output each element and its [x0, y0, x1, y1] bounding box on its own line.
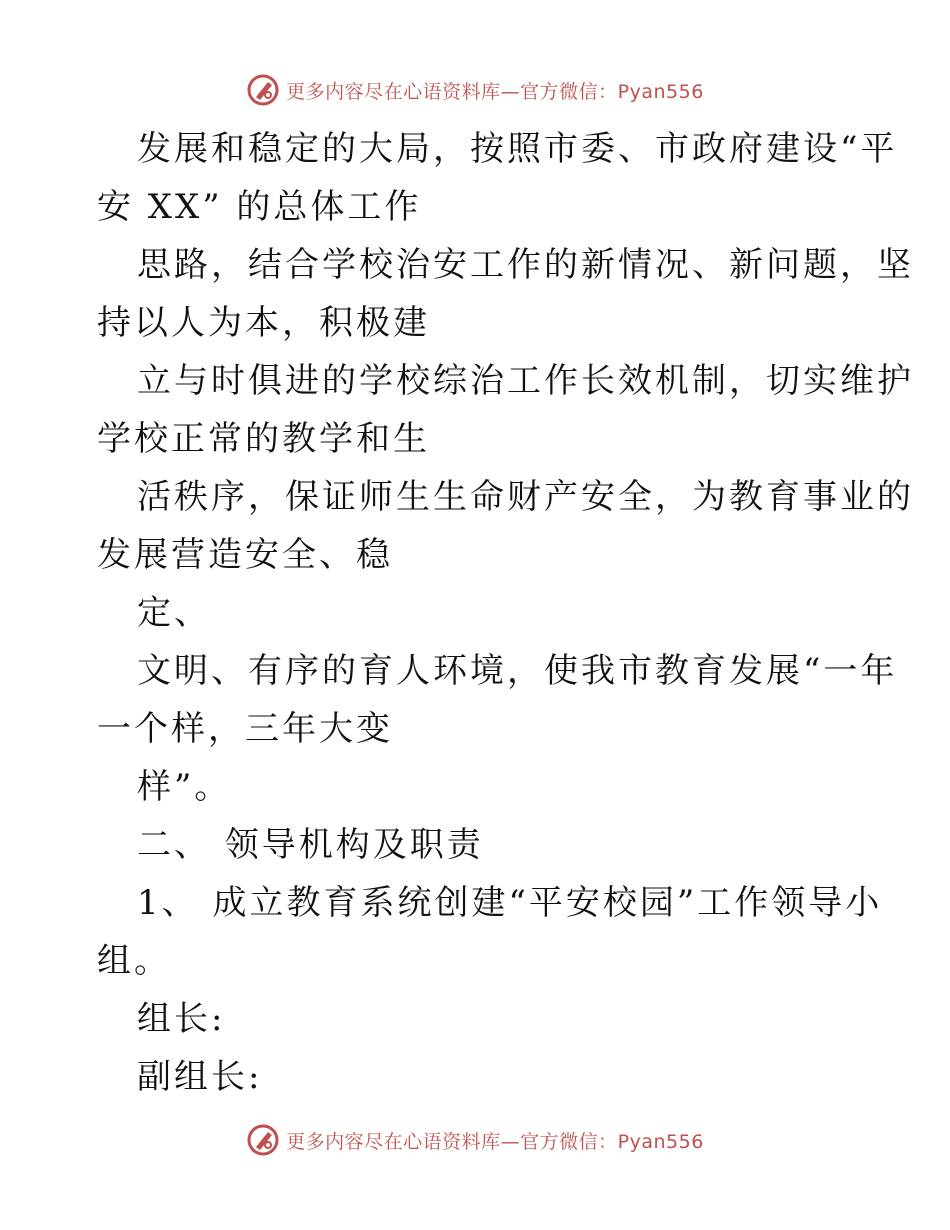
list-item: 1、 成立教育系统创建“平安校园”工作领导小	[137, 883, 883, 923]
body-line: 发展营造安全、稳	[97, 535, 393, 575]
footer-watermark	[0, 1120, 950, 1160]
body-line: 活秩序，保证师生生命财产安全，为教育事业的	[137, 477, 914, 517]
leader-label: 组长:	[137, 999, 226, 1039]
body-line: 文明、有序的育人环境，使我市教育发展“一年	[137, 651, 898, 691]
body-line: 安 XX” 的总体工作	[97, 187, 422, 227]
watermark-text: 更多内容尽在心语资料库—官方微信：Pyan556	[286, 80, 704, 103]
pen-seal-logo-icon	[246, 73, 280, 107]
body-line: 样”。	[137, 767, 232, 807]
body-line: 学校正常的教学和生	[97, 419, 430, 459]
body-line: 组。	[97, 941, 171, 981]
header-watermark	[0, 70, 950, 110]
body-line: 立与时俱进的学校综治工作长效机制，切实维护	[137, 361, 914, 401]
body-line: 持以人为本，积极建	[97, 303, 430, 343]
body-line: 一个样，三年大变	[97, 709, 393, 749]
section-heading: 二、 领导机构及职责	[137, 825, 484, 865]
body-line: 思路，结合学校治安工作的新情况、新问题，坚	[137, 245, 914, 285]
deputy-leader-label: 副组长:	[137, 1057, 263, 1097]
body-line: 发展和稳定的大局，按照市委、市政府建设“平	[137, 129, 898, 169]
watermark-text: 更多内容尽在心语资料库—官方微信：Pyan556	[286, 1130, 704, 1153]
body-line: 定、	[137, 593, 211, 633]
pen-seal-logo-icon	[246, 1123, 280, 1157]
